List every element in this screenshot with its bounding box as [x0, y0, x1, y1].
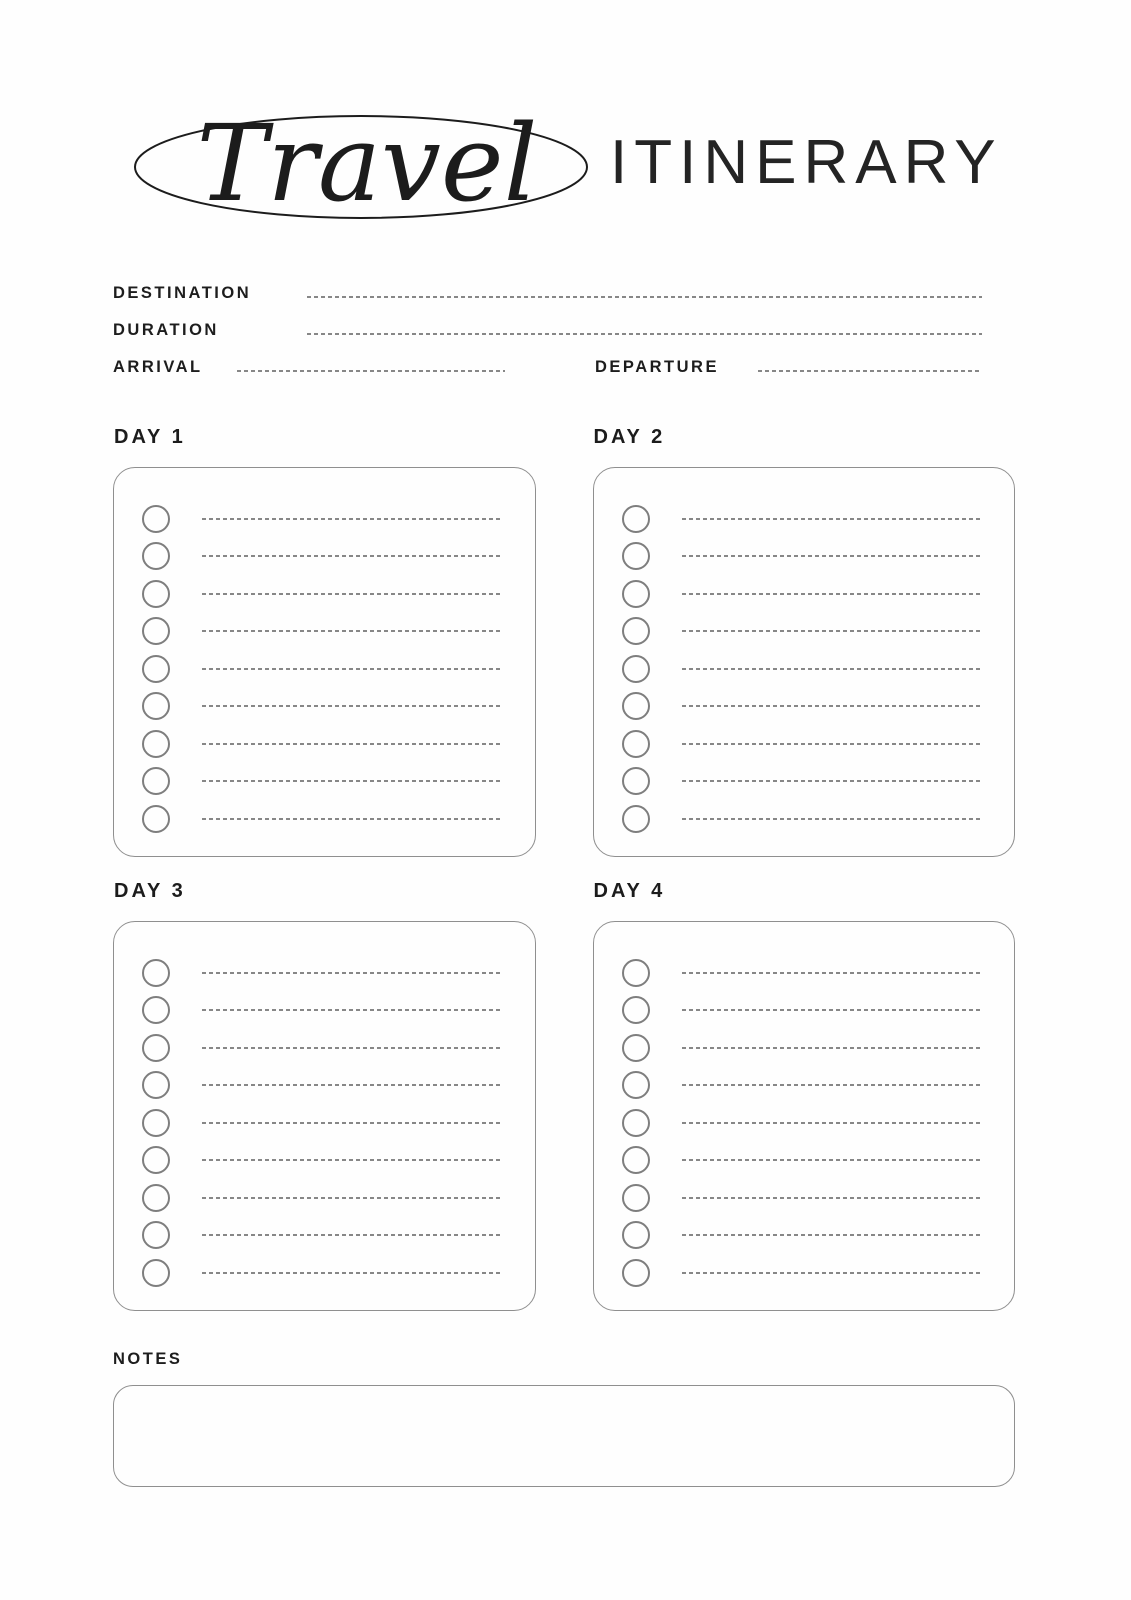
checklist-row [622, 500, 985, 538]
day-section [113, 879, 536, 1311]
duration-input[interactable] [307, 333, 982, 335]
check-circle[interactable] [142, 580, 170, 608]
checklist-row [622, 992, 985, 1030]
notes-section [113, 1349, 1015, 1487]
checklist-row [622, 538, 985, 576]
check-circle[interactable] [622, 1259, 650, 1287]
check-circle[interactable] [142, 505, 170, 533]
checklist-row [142, 800, 505, 838]
entry-line[interactable] [202, 630, 503, 632]
day-box [113, 921, 536, 1311]
day-label: DAY 3 [114, 880, 186, 902]
check-circle[interactable] [622, 580, 650, 608]
entry-line[interactable] [202, 518, 503, 520]
checklist-row [142, 575, 505, 613]
destination-label: DESTINATION [113, 284, 252, 302]
page-title: ITINERARY [610, 128, 1003, 197]
check-circle[interactable] [622, 1184, 650, 1212]
entry-line[interactable] [202, 705, 503, 707]
checklist-row [622, 650, 985, 688]
checklist-row [142, 1029, 505, 1067]
check-circle[interactable] [142, 1259, 170, 1287]
check-circle[interactable] [142, 542, 170, 570]
checklist-row [142, 763, 505, 801]
checklist-row [622, 1217, 985, 1255]
check-circle[interactable] [622, 692, 650, 720]
day-label: DAY 1 [114, 426, 186, 448]
check-circle[interactable] [622, 505, 650, 533]
entry-line[interactable] [682, 1122, 983, 1124]
entry-line[interactable] [682, 518, 983, 520]
check-circle[interactable] [622, 1034, 650, 1062]
entry-line[interactable] [682, 780, 983, 782]
day-section [593, 879, 1016, 1311]
entry-line[interactable] [682, 1084, 983, 1086]
destination-row [113, 266, 982, 303]
checklist-row [142, 725, 505, 763]
arrival-departure-row [113, 340, 982, 377]
entry-line[interactable] [682, 1197, 983, 1199]
check-circle[interactable] [142, 1034, 170, 1062]
check-circle[interactable] [622, 1221, 650, 1249]
destination-input[interactable] [307, 296, 982, 298]
entry-line[interactable] [202, 1234, 503, 1236]
checklist-row [142, 688, 505, 726]
checklist-row [622, 1142, 985, 1180]
check-circle[interactable] [622, 996, 650, 1024]
check-circle[interactable] [142, 1109, 170, 1137]
checklist-row [622, 800, 985, 838]
checklist-row [622, 1029, 985, 1067]
entry-line[interactable] [682, 1159, 983, 1161]
checklist-row [622, 1104, 985, 1142]
entry-line[interactable] [682, 818, 983, 820]
entry-line[interactable] [682, 1009, 983, 1011]
checklist-row [142, 1104, 505, 1142]
checklist-row [622, 1254, 985, 1292]
entry-line[interactable] [202, 1122, 503, 1124]
checklist-row [142, 538, 505, 576]
check-circle[interactable] [622, 542, 650, 570]
day-box [593, 467, 1016, 857]
arrival-label: ARRIVAL [113, 358, 203, 376]
day-section [113, 425, 536, 857]
checklist-row [142, 992, 505, 1030]
entry-line[interactable] [682, 1234, 983, 1236]
checklist-row [142, 1217, 505, 1255]
duration-label: DURATION [113, 321, 219, 339]
entry-line[interactable] [682, 705, 983, 707]
checklist-row [142, 613, 505, 651]
day-box [593, 921, 1016, 1311]
entry-line[interactable] [202, 555, 503, 557]
duration-row [113, 303, 982, 340]
check-circle[interactable] [622, 655, 650, 683]
entry-line[interactable] [202, 818, 503, 820]
entry-line[interactable] [682, 1272, 983, 1274]
day-label: DAY 4 [593, 880, 666, 902]
checklist-row [142, 954, 505, 992]
check-circle[interactable] [142, 617, 170, 645]
entry-line[interactable] [682, 743, 983, 745]
entry-line[interactable] [682, 555, 983, 557]
check-circle[interactable] [142, 996, 170, 1024]
checklist-row [142, 1142, 505, 1180]
check-circle[interactable] [622, 767, 650, 795]
checklist-row [622, 1067, 985, 1105]
check-circle[interactable] [142, 655, 170, 683]
entry-line[interactable] [202, 593, 503, 595]
travel-script-logo [130, 68, 592, 220]
arrival-input[interactable] [237, 370, 505, 372]
checklist-row [622, 575, 985, 613]
check-circle[interactable] [622, 1071, 650, 1099]
day-label: DAY 2 [593, 426, 666, 448]
check-circle[interactable] [622, 1109, 650, 1137]
entry-line[interactable] [682, 972, 983, 974]
entry-line[interactable] [202, 668, 503, 670]
entry-line[interactable] [202, 780, 503, 782]
page-header [0, 0, 1131, 220]
checklist-row [142, 650, 505, 688]
check-circle[interactable] [142, 730, 170, 758]
check-circle[interactable] [142, 1221, 170, 1249]
entry-line[interactable] [682, 1047, 983, 1049]
checklist-row [622, 725, 985, 763]
entry-line[interactable] [202, 1084, 503, 1086]
check-circle[interactable] [142, 1184, 170, 1212]
notes-label: NOTES [113, 1350, 183, 1368]
entry-line[interactable] [682, 630, 983, 632]
check-circle[interactable] [142, 1146, 170, 1174]
departure-label: DEPARTURE [595, 358, 719, 376]
day-section [593, 425, 1016, 857]
check-circle[interactable] [142, 805, 170, 833]
entry-line[interactable] [202, 1159, 503, 1161]
entry-line[interactable] [202, 1047, 503, 1049]
checklist-row [622, 954, 985, 992]
entry-line[interactable] [682, 593, 983, 595]
logo-script-text: Travel [196, 102, 538, 220]
checklist-row [142, 500, 505, 538]
check-circle[interactable] [622, 617, 650, 645]
check-circle[interactable] [142, 692, 170, 720]
notes-input[interactable] [113, 1385, 1015, 1487]
check-circle[interactable] [142, 767, 170, 795]
checklist-row [142, 1179, 505, 1217]
days-grid [113, 425, 1015, 1311]
checklist-row [622, 763, 985, 801]
trip-fields [113, 266, 982, 377]
checklist-row [622, 688, 985, 726]
checklist-row [142, 1254, 505, 1292]
checklist-row [622, 613, 985, 651]
check-circle[interactable] [622, 730, 650, 758]
check-circle[interactable] [622, 805, 650, 833]
check-circle[interactable] [622, 1146, 650, 1174]
entry-line[interactable] [202, 1272, 503, 1274]
check-circle[interactable] [622, 959, 650, 987]
checklist-row [622, 1179, 985, 1217]
entry-line[interactable] [202, 1009, 503, 1011]
checklist-row [142, 1067, 505, 1105]
entry-line[interactable] [202, 1197, 503, 1199]
entry-line[interactable] [202, 743, 503, 745]
entry-line[interactable] [202, 972, 503, 974]
check-circle[interactable] [142, 959, 170, 987]
departure-input[interactable] [758, 370, 982, 372]
entry-line[interactable] [682, 668, 983, 670]
check-circle[interactable] [142, 1071, 170, 1099]
day-box [113, 467, 536, 857]
